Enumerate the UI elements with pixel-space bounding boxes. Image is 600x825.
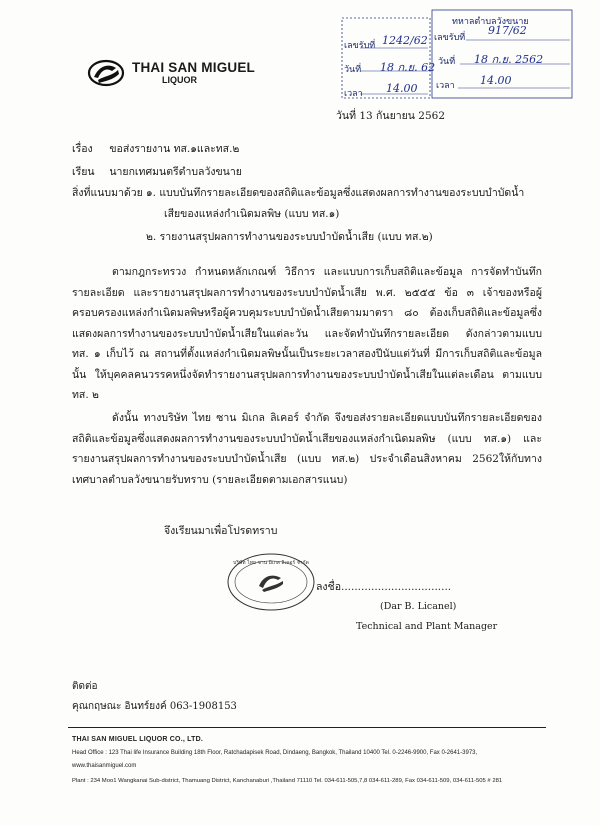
stamp-date2-label: วันที่ bbox=[438, 57, 456, 67]
footer-divider bbox=[68, 727, 546, 728]
stamp-received-no2-label: เลขรับที่ bbox=[434, 33, 466, 43]
stamp-received-no-label: เลขรับที่ bbox=[344, 41, 376, 51]
paragraph-line: เทศบาลตำบลวังขนายรับทราบ (รายละเอียดตามเอกสารแนบ) bbox=[72, 473, 348, 486]
footer-website: www.thaisanmiguel.com bbox=[72, 763, 137, 769]
signer-name: (Dar B. Licanel) bbox=[380, 601, 457, 612]
paragraph-line: ทส. ๑ เก็บไว้ ณ สถานที่ตั้งแหล่งกำเนิดมลพิษนั้นเป็นระยะเวลาสองปีนับแต่วันที่ มีการเก็บสถิติและข้อมูล bbox=[72, 348, 542, 360]
contact-label: ติดต่อ bbox=[72, 681, 98, 692]
company-logo bbox=[86, 58, 255, 88]
paragraph-line: แสดงผลการทำงานของระบบบำบัดน้ำเสียในแต่ละวัน และจัดทำบันทึกรายละเอียด ดังกล่าวตามแบบ bbox=[72, 327, 542, 340]
paragraph-line: รายละเอียด และรายงานสรุปผลการทำงานของระบบบำบัดน้ำเสีย พ.ศ. ๒๕๕๕ ข้อ ๓ เจ้าของหรือผู้ bbox=[72, 286, 542, 299]
closing-text: จึงเรียนมาเพื่อโปรดทราบ bbox=[164, 525, 278, 537]
attachment-item-1-line-1: ๑. แบบบันทึกรายละเอียดของสถิติและข้อมูลซึ่งแสดงผลการทำงานของระบบบำบัดน้ำ bbox=[146, 187, 525, 199]
stamp-received-no2: 917/62 bbox=[488, 24, 527, 37]
stamp-org: ทหาลตำบลวังขนาย bbox=[452, 17, 529, 27]
stamp-time: 14.00 bbox=[386, 82, 418, 95]
stamp-time-label: เวลา bbox=[344, 89, 363, 99]
footer-head-office: Head Office : 123 Thai life Insurance Building 18th Floor, Ratchadapisek Road, Dindaeng, Bangkok, Thailand 10400 Tel. 0-2246-9900, Fax 0-2641-3973, bbox=[72, 750, 478, 756]
logo-company-sub: LIQUOR bbox=[162, 75, 197, 86]
stamp-time2: 14.00 bbox=[480, 74, 512, 87]
stamp-time2-label: เวลา bbox=[436, 81, 455, 91]
paragraph-2 bbox=[72, 408, 542, 490]
footer-plant: Plant : 234 Moo1 Wangkanai Sub-district, Thamuang District, Kanchanaburi ,Thailand 71110 Tel. 034-611-505,7,8 034-611-289, Fax 034-611-509, 034-611-505 # 281 bbox=[72, 778, 503, 784]
paragraph-line: ครอบครองแหล่งกำเนิดมลพิษหรือผู้ควบคุมระบบบำบัดน้ำเสียตามมาตรา ๘๐ ต้องเก็บสถิติและข้อมูลซึ่ง bbox=[72, 307, 542, 319]
stamp-received-no: 1242/62 bbox=[382, 34, 428, 47]
paragraph-line: สถิติและข้อมูลซึ่งแสดงผลการทำงานของระบบบำบัดน้ำเสียของแหล่งกำเนิดมลพิษ (แบบ ทส.๑) และ bbox=[72, 432, 542, 445]
paragraph-1 bbox=[72, 262, 542, 406]
signer-title: Technical and Plant Manager bbox=[356, 621, 498, 632]
stamp-date-label: วันที่ bbox=[344, 65, 362, 75]
to-row bbox=[72, 163, 242, 180]
signature-line: ลงชื่อ................................. bbox=[316, 581, 452, 593]
subject-label: เรื่อง bbox=[72, 143, 93, 155]
to-text: นายกเทศมนตรีตำบลวังขนาย bbox=[109, 166, 242, 178]
contact-person: คุณกฤษณะ อินทร์ยงค์ 063-1908153 bbox=[72, 701, 237, 712]
paragraph-line: รายงานสรุปผลการทำงานของระบบบำบัดน้ำเสีย (แบบ ทส.๒) ประจำเดือนสิงหาคม 2562ให้กับทาง bbox=[72, 453, 542, 465]
paragraph-line: นั้น ให้บุคคลคนวรรคหนึ่งจัดทำรายงานสรุปผลการทำงานของระบบบำบัดน้ำเสียในแต่ละเดือน ตามแบบ bbox=[72, 368, 542, 381]
logo-company-name: THAI SAN MIGUEL bbox=[132, 59, 255, 75]
footer-company: THAI SAN MIGUEL LIQUOR CO., LTD. bbox=[72, 736, 203, 743]
san-miguel-logo-icon bbox=[86, 58, 126, 88]
company-seal bbox=[226, 552, 316, 612]
to-label: เรียน bbox=[72, 166, 95, 178]
stamp-date: 18 ก.ย. 62 bbox=[380, 61, 436, 74]
paragraph-line: ตามกฎกระทรวง กำหนดหลักเกณฑ์ วิธีการ และแบบการเก็บสถิติและข้อมูล การจัดทำบันทึก bbox=[112, 266, 542, 278]
attachment-label: สิ่งที่แนบมาด้วย bbox=[72, 187, 143, 199]
letter-date: วันที่ 13 กันยายน 2562 bbox=[336, 110, 446, 122]
stamp-date2: 18 ก.ย. 2562 bbox=[474, 53, 544, 66]
seal-text: บริษัท ไทย ซาน มิเกล ลิเคอร์ จำกัด bbox=[233, 560, 309, 566]
paragraph-line: ทส. ๒ bbox=[72, 389, 99, 401]
attachment-item-2: ๒. รายงานสรุปผลการทำงานของระบบบำบัดน้ำเสีย (แบบ ทส.๒) bbox=[146, 231, 433, 243]
subject-text: ขอส่งรายงาน ทส.๑และทส.๒ bbox=[109, 143, 240, 155]
paragraph-line: ดังนั้น ทางบริษัท ไทย ซาน มิเกล ลิเคอร์ จำกัด จึงขอส่งรายละเอียดแบบบันทึกรายละเอียดของ bbox=[112, 412, 542, 424]
attachment-item-1-line-2: เสียของแหล่งกำเนิดมลพิษ (แบบ ทส.๑) bbox=[164, 208, 340, 220]
subject-row bbox=[72, 140, 239, 157]
receiving-stamp bbox=[340, 8, 575, 100]
